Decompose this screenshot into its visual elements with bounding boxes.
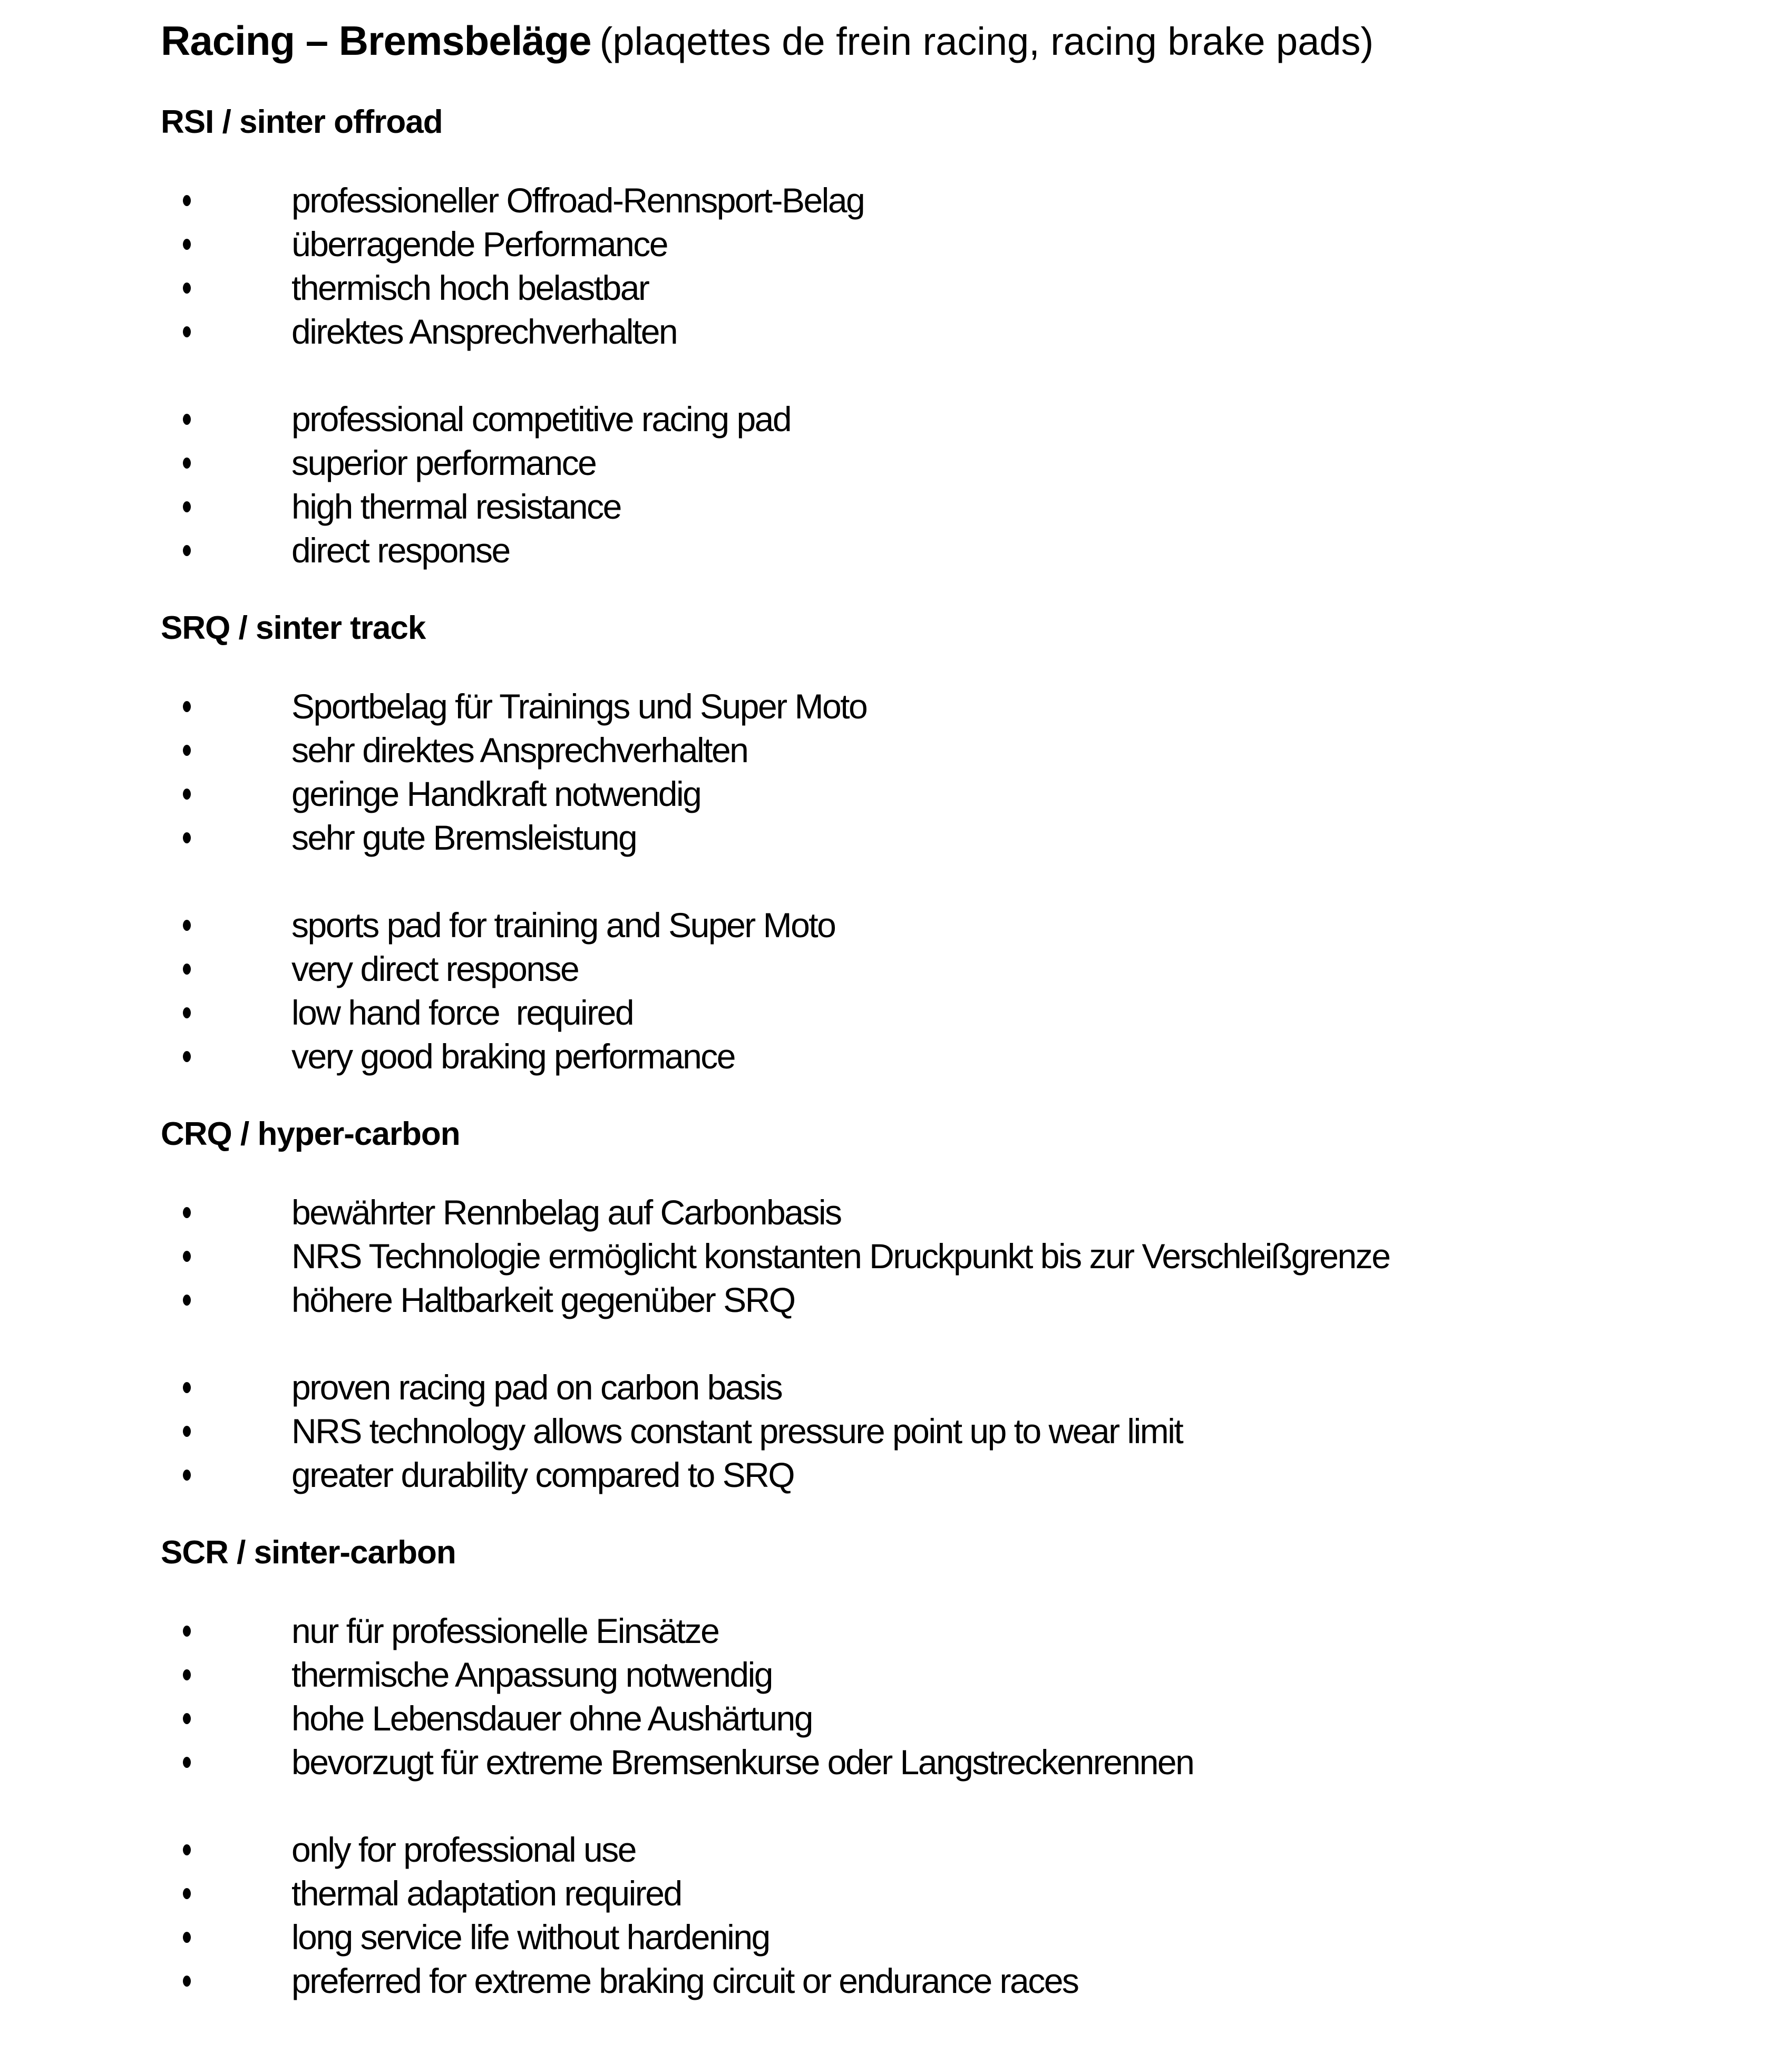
bullet-icon: [183, 1626, 191, 1637]
list-item: [161, 310, 1760, 354]
bullet-icon: [183, 326, 191, 337]
list-item: [161, 1740, 1760, 1784]
list-item: [161, 441, 1760, 485]
bullet-list-english: [161, 903, 1760, 1078]
section-srq: [161, 608, 1760, 1078]
bullet-text: greater durability compared to SRQ: [291, 1455, 794, 1494]
list-item: [161, 1872, 1760, 1915]
list-item: [161, 1409, 1760, 1453]
bullet-text: NRS technology allows constant pressure point up to wear limit: [291, 1412, 1183, 1451]
bullet-icon: [183, 1295, 191, 1306]
bullet-text: long service life without hardening: [291, 1918, 770, 1957]
list-item: [161, 947, 1760, 991]
section-heading: CRQ / hyper-carbon: [161, 1116, 460, 1152]
bullet-text: thermisch hoch belastbar: [291, 268, 649, 307]
bullet-text: high thermal resistance: [291, 487, 621, 526]
bullet-list-german: [161, 1191, 1760, 1322]
list-item: [161, 1959, 1760, 2003]
list-item: [161, 685, 1760, 728]
bullet-text: NRS Technologie ermöglicht konstanten Druckpunkt bis zur Verschleißgrenze: [291, 1237, 1390, 1276]
bullet-text: bewährter Rennbelag auf Carbonbasis: [291, 1193, 841, 1232]
list-item: [161, 728, 1760, 772]
bullet-icon: [183, 1207, 191, 1218]
bullet-icon: [183, 414, 191, 425]
bullet-icon: [183, 745, 191, 756]
list-item: [161, 1697, 1760, 1740]
section-heading: RSI / sinter offroad: [161, 104, 443, 140]
bullet-icon: [183, 545, 191, 556]
bullet-icon: [183, 920, 191, 931]
list-item: [161, 266, 1760, 310]
bullet-text: bevorzugt für extreme Bremsenkurse oder Langstreckenrennen: [291, 1743, 1194, 1782]
list-item: [161, 772, 1760, 816]
bullet-text: professioneller Offroad-Rennsport-Belag: [291, 181, 864, 220]
page-title: [161, 16, 1760, 66]
list-item: [161, 1278, 1760, 1322]
bullet-list-english: [161, 397, 1760, 572]
bullet-icon: [183, 283, 191, 294]
bullet-text: direct response: [291, 531, 510, 570]
section-crq: [161, 1114, 1760, 1497]
list-item: [161, 1453, 1760, 1497]
bullet-icon: [183, 1976, 191, 1987]
bullet-icon: [183, 701, 191, 712]
bullet-text: nur für professionelle Einsätze: [291, 1611, 719, 1650]
bullet-list-german: [161, 1609, 1760, 1784]
list-item: [161, 1366, 1760, 1409]
list-item: [161, 1828, 1760, 1872]
bullet-text: hohe Lebensdauer ohne Aushärtung: [291, 1699, 812, 1738]
bullet-icon: [183, 239, 191, 250]
bullet-text: Sportbelag für Trainings und Super Moto: [291, 687, 867, 726]
section-heading: SRQ / sinter track: [161, 610, 426, 646]
bullet-icon: [183, 1669, 191, 1680]
bullet-text: very good braking performance: [291, 1037, 735, 1076]
bullet-text: low hand force required: [291, 993, 634, 1032]
bullet-icon: [183, 1932, 191, 1943]
bullet-icon: [183, 501, 191, 512]
bullet-icon: [183, 1007, 191, 1018]
bullet-list-english: [161, 1366, 1760, 1497]
list-item: [161, 485, 1760, 529]
section-scr: [161, 1533, 1760, 2003]
bullet-icon: [183, 1426, 191, 1437]
bullet-list-german: [161, 685, 1760, 860]
list-item: [161, 222, 1760, 266]
bullet-text: höhere Haltbarkeit gegenüber SRQ: [291, 1280, 795, 1319]
bullet-text: thermal adaptation required: [291, 1874, 681, 1913]
list-item: [161, 529, 1760, 572]
bullet-icon: [183, 1888, 191, 1899]
list-item: [161, 179, 1760, 222]
section-heading: SCR / sinter-carbon: [161, 1534, 456, 1571]
bullet-icon: [183, 964, 191, 975]
bullet-icon: [183, 1051, 191, 1062]
page-title-regular: (plaqettes de frein racing, racing brake pads): [599, 20, 1374, 63]
bullet-text: only for professional use: [291, 1830, 636, 1869]
bullet-icon: [183, 832, 191, 843]
list-item: [161, 1191, 1760, 1234]
list-item: [161, 816, 1760, 860]
bullet-text: geringe Handkraft notwendig: [291, 774, 701, 813]
bullet-icon: [183, 789, 191, 800]
bullet-icon: [183, 1251, 191, 1262]
bullet-text: proven racing pad on carbon basis: [291, 1368, 782, 1407]
bullet-text: sehr gute Bremsleistung: [291, 818, 637, 857]
bullet-icon: [183, 1470, 191, 1481]
bullet-icon: [183, 1713, 191, 1724]
bullet-icon: [183, 458, 191, 469]
bullet-text: direktes Ansprechverhalten: [291, 312, 677, 351]
list-item: [161, 397, 1760, 441]
bullet-list-english: [161, 1828, 1760, 2003]
bullet-text: überragende Performance: [291, 225, 667, 264]
bullet-text: sports pad for training and Super Moto: [291, 906, 835, 945]
bullet-text: sehr direktes Ansprechverhalten: [291, 731, 748, 770]
bullet-text: thermische Anpassung notwendig: [291, 1655, 772, 1694]
bullet-icon: [183, 195, 191, 206]
list-item: [161, 1653, 1760, 1697]
list-item: [161, 1609, 1760, 1653]
list-item: [161, 991, 1760, 1035]
bullet-icon: [183, 1382, 191, 1393]
list-item: [161, 903, 1760, 947]
list-item: [161, 1234, 1760, 1278]
bullet-text: very direct response: [291, 949, 579, 988]
bullet-icon: [183, 1844, 191, 1855]
bullet-text: preferred for extreme braking circuit or endurance races: [291, 1961, 1078, 2000]
bullet-icon: [183, 1757, 191, 1768]
page-title-bold: Racing – Bremsbeläge: [161, 17, 591, 64]
list-item: [161, 1035, 1760, 1078]
bullet-text: professional competitive racing pad: [291, 400, 791, 439]
bullet-list-german: [161, 179, 1760, 354]
section-rsi: [161, 102, 1760, 572]
list-item: [161, 1915, 1760, 1959]
bullet-text: superior performance: [291, 443, 596, 482]
